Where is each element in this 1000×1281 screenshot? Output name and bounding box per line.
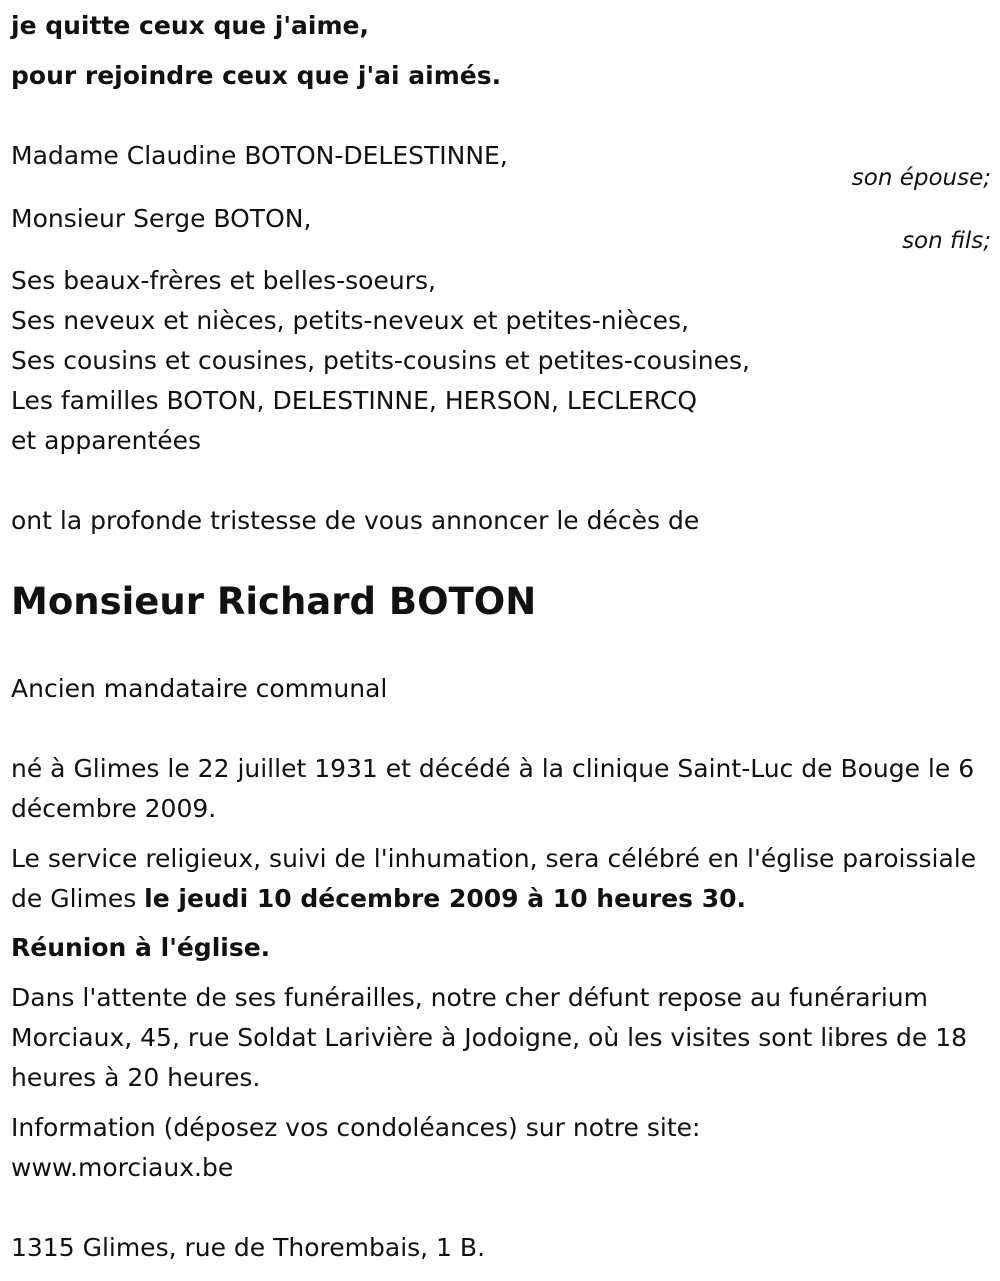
info-text: Information (déposez vos condoléances) sur notre site: xyxy=(11,1113,701,1142)
relatives-line: Ses beaux-frères et belles-soeurs, xyxy=(11,266,436,295)
spouse-name: Madame Claudine BOTON-DELESTINNE, xyxy=(11,141,508,170)
relatives-line: et apparentées xyxy=(11,426,202,455)
relatives-line: Ses cousins et cousines, petits-cousins et petites-cousines, xyxy=(11,346,750,375)
poem-line-1: je quitte ceux que j'aime, xyxy=(11,11,369,40)
meeting-text: Réunion à l'église. xyxy=(11,933,271,962)
service-text xyxy=(11,839,991,919)
deceased-name: Monsieur Richard BOTON xyxy=(11,580,537,623)
deceased-title: Ancien mandataire communal xyxy=(11,674,388,703)
birth-death-text: né à Glimes le 22 juillet 1931 et décédé à la clinique Saint-Luc de Bouge le 6 décembre 2009. xyxy=(11,754,975,823)
son-name: Monsieur Serge BOTON, xyxy=(11,204,312,233)
service-description: Le service religieux, suivi de l'inhumation, sera célébré en l'église paroissiale de Glimes xyxy=(11,844,977,913)
spouse-relation: son épouse; xyxy=(851,165,991,191)
relatives-line: Ses neveux et nièces, petits-neveux et petites-nièces, xyxy=(11,306,690,335)
website-link[interactable]: www.morciaux.be xyxy=(11,1153,234,1182)
service-date: le jeudi 10 décembre 2009 à 10 heures 30. xyxy=(144,884,747,913)
relatives-line: Les familles BOTON, DELESTINNE, HERSON, LECLERCQ xyxy=(11,386,698,415)
funerarium-text: Dans l'attente de ses funérailles, notre cher défunt repose au funérarium Morciaux, 45, rue Soldat Larivière à Jodoigne, où les visites sont libres de 18 heures à 20 heures. xyxy=(11,983,968,1092)
address-text: 1315 Glimes, rue de Thorembais, 1 B. xyxy=(11,1233,486,1262)
announcement-text: ont la profonde tristesse de vous annoncer le décès de xyxy=(11,506,700,535)
son-relation: son fils; xyxy=(902,228,991,254)
poem-line-2: pour rejoindre ceux que j'ai aimés. xyxy=(11,61,502,90)
